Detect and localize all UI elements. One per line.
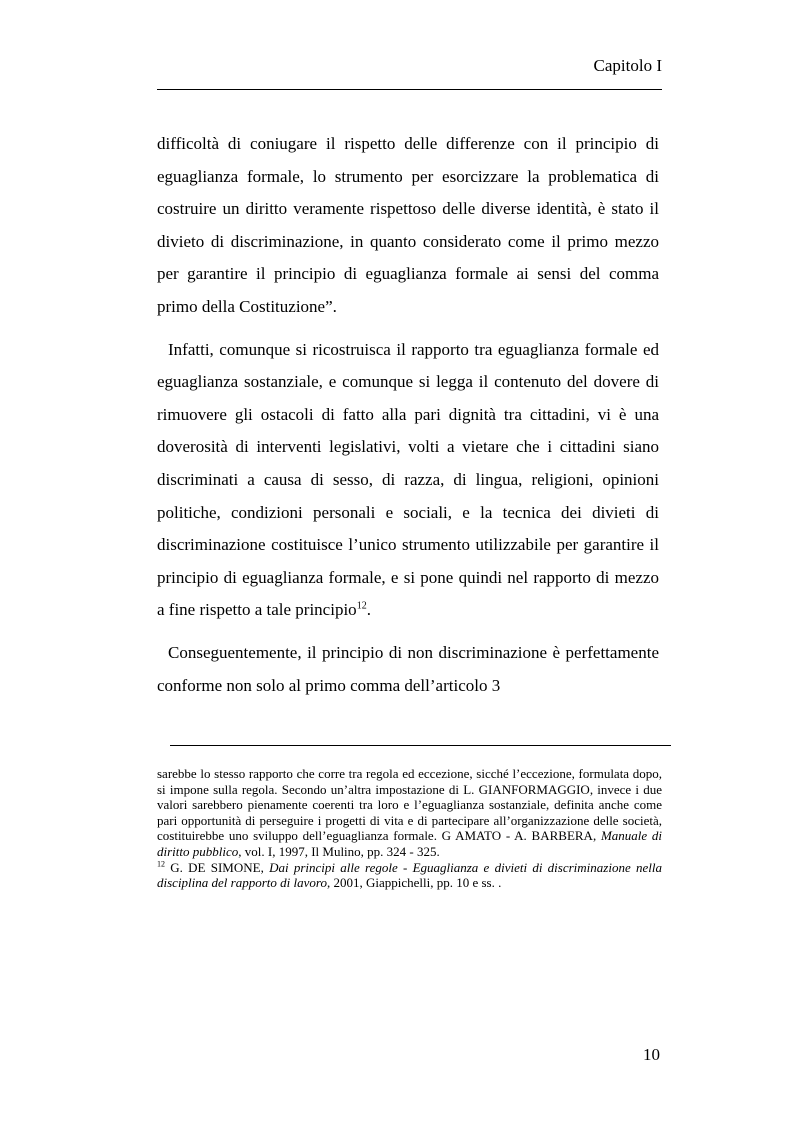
paragraph-1: difficoltà di coniugare il rispetto delle differenze con il principio di eguaglianza formale, lo strumento per esorcizzare la problematica di costruire un diritto veramente rispettoso delle diverse identità, è stato il divieto di discriminazione, in quanto considerato come il primo mezzo per garantire il principio di eguaglianza formale ai sensi del comma primo della Costituzione”. bbox=[157, 134, 659, 316]
footnote-12-tail: , 2001, Giappichelli, pp. 10 e ss. . bbox=[326, 875, 502, 891]
paragraph-2-text: Infatti, comunque si ricostruisca il rapporto tra eguaglianza formale ed eguaglianza sostanziale, e comunque si legga il contenuto del dovere di rimuovere gli ostacoli di fatto alla pari dignità tra cittadini, vi è una doverosità di interventi legislativi, volti a vietare che i cittadini siano discriminati a causa di sesso, di razza, di lingua, religioni, opinioni politiche, condizioni personali e sociali, e la tecnica dei divieti di discriminazione costituisce l’unico strumento utilizzabile per garantire il principio di eguaglianza formale, e si pone quindi nel rapporto di mezzo a fine rispetto a tale principio bbox=[157, 339, 659, 620]
footnote-ref-12[interactable]: 12 bbox=[356, 600, 367, 612]
paragraph-2 bbox=[157, 334, 659, 627]
chapter-title: Capitolo I bbox=[593, 56, 662, 75]
footnote-separator bbox=[170, 745, 671, 746]
page-number: 10 bbox=[643, 1045, 660, 1064]
main-body bbox=[157, 128, 659, 712]
page-header bbox=[157, 56, 662, 90]
footnote-12-title: Dai principi alle regole - Eguaglianza e divieti di discriminazione nella disciplina del rapporto di lavoro bbox=[157, 859, 662, 891]
footnote-12 bbox=[157, 860, 662, 891]
paragraph-3: Conseguentemente, il principio di non discriminazione è perfettamente conforme non solo al primo comma dell’articolo 3 bbox=[157, 642, 659, 695]
footnote-12-number: 12 bbox=[157, 859, 165, 869]
paragraph-2-end: . bbox=[366, 600, 371, 620]
footnote-11-tail: , vol. I, 1997, Il Mulino, pp. 324 - 325. bbox=[238, 843, 440, 859]
footnote-11-continued bbox=[157, 766, 662, 860]
footnotes bbox=[157, 766, 662, 891]
footnote-11-title: Manuale di diritto pubblico bbox=[157, 828, 662, 859]
footnote-12-author: G. DE SIMONE, bbox=[165, 859, 270, 875]
footnote-11-text: sarebbe lo stesso rapporto che corre tra regola ed eccezione, sicché l’eccezione, formulata dopo, si impone sulla regola. Secondo un’altra impostazione di L. GIANFORMAGGIO, invece i due valori sarebbero pienamente coerenti tra loro e l’eguaglianza sostanziale, definita anche come pari opportunità di perseguire i progetti di vita e di partecipare all’organizzazione delle società, costituirebbe uno sviluppo dell’eguaglianza formale. G AMATO - A. BARBERA, bbox=[157, 766, 662, 844]
